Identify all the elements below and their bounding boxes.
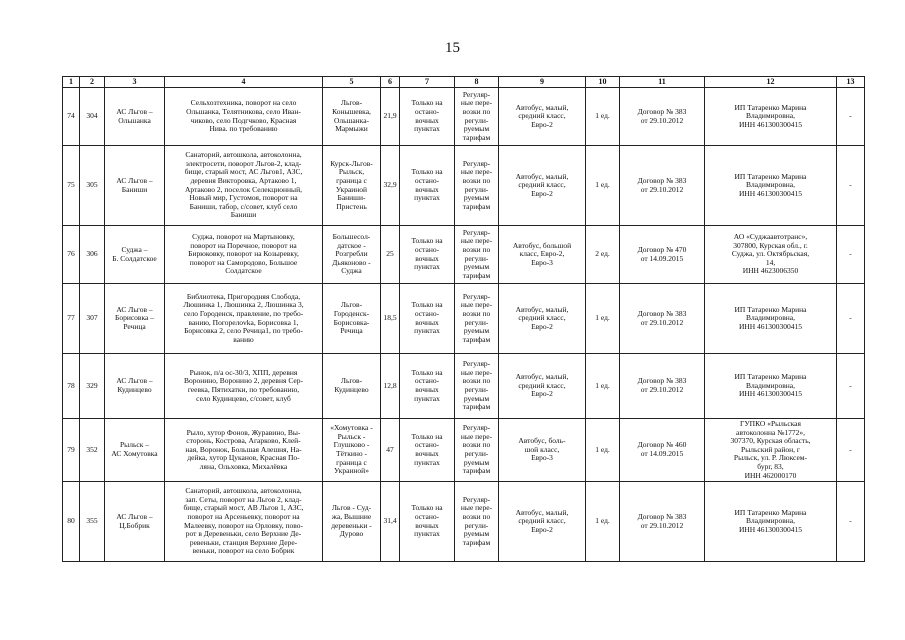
route-number-cell: 355 [80,482,105,562]
route-name-cell: АС Льгов – Ольшанка [105,88,165,146]
route-name-cell: АС Льгов – Кудинцево [105,354,165,419]
column-header-2: 2 [80,77,105,88]
column-header-5: 5 [323,77,381,88]
table-header-row [63,77,865,88]
table-row [63,88,865,146]
vehicle-count-cell: 1 ед. [586,284,620,354]
distance-km-cell: 47 [381,419,400,482]
route-path-cell: Рынок, п/а ос-30/3, ХПП, деревня Воронино, Воронино 2, деревня Сер- геевка, Пятихатки, по требованию, село Кудинцево, с/совет, клуб [165,354,323,419]
distance-km-cell: 21,9 [381,88,400,146]
route-stops-cell: Курск-Льгов- Рыльск, граница с Украиной Баниши- Пристень [323,146,381,226]
table-row [63,284,865,354]
route-name-cell: Рыльск – АС Хомутовка [105,419,165,482]
vehicle-count-cell: 1 ед. [586,419,620,482]
contract-cell: Договор № 383 от 29.10.2012 [620,354,705,419]
vehicle-class-cell: Автобус, малый, средний класс, Евро-2 [499,482,586,562]
row-number-cell: 80 [63,482,80,562]
route-path-cell: Санаторий, автошкола, автоколонна, электросети, поворот Льгов-2, клад- бище, старый мост, АС Льгов1, АЗС, деревня Викторовка, Артаково 1, Артаково 2, поселок Селекционный, Новый мир, Густомоя, поворот на Баниши, табор, с/совет, клуб село Баниши [165,146,323,226]
column-header-10: 10 [586,77,620,88]
tariff-type-cell: Регуляр- ные пере- возки по регули- руемым тарифам [455,146,499,226]
stop-mode-cell: Только на остано- вочных пунктах [400,482,455,562]
column-header-11: 11 [620,77,705,88]
column-header-12: 12 [705,77,837,88]
contract-cell: Договор № 383 от 29.10.2012 [620,482,705,562]
route-stops-cell: Льгов - Суд- жа, Вышние деревеньки - Дурово [323,482,381,562]
route-number-cell: 306 [80,226,105,284]
carrier-cell: ИП Татаренко Марина Владимировна, ИНН 461300300415 [705,284,837,354]
route-stops-cell: Льгов- Конышевка, Ольшанка- Мармыжи [323,88,381,146]
carrier-cell: ГУПКО «Рыльская автоколонна №1772», 307370, Курская область, Рыльский район, г Рыльск, ул. Р. Люксем- бург, 83, ИНН 462000170 [705,419,837,482]
vehicle-count-cell: 1 ед. [586,354,620,419]
row-number-cell: 74 [63,88,80,146]
note-cell: - [837,354,865,419]
carrier-cell: ИП Татаренко Марина Владимировна, ИНН 461300300415 [705,88,837,146]
route-number-cell: 305 [80,146,105,226]
column-header-13: 13 [837,77,865,88]
route-path-cell: Библиотека, Пригородняя Слобода, Люшинка 1, Люшинка 2, Люшинка 3, село Городенск, правление, по требо- ванию, Погорелovka, Борисовка 1, Борисовка 2, село Речица1, по требо- ванию [165,284,323,354]
table-row [63,146,865,226]
route-number-cell: 352 [80,419,105,482]
stop-mode-cell: Только на остано- вочных пунктах [400,284,455,354]
tariff-type-cell: Регуляр- ные пере- возки по регули- руемым тарифам [455,419,499,482]
column-header-7: 7 [400,77,455,88]
table-row [63,226,865,284]
route-path-cell: Санаторий, автошкола, автоколонна, зап. Сеты, поворот на Льгов 2, клад- бище, старый мост, АВ Льгов 1, АЗС, поворот на Арсеньевку, поворот на Малеевку, поворот на Орловку, пово- рот в Деревеньки, село Верхние Де- ревеньки, станция Верхние Дере- веньки, поворот на село Бобрик [165,482,323,562]
stop-mode-cell: Только на остано- вочных пунктах [400,146,455,226]
contract-cell: Договор № 460 от 14.09.2015 [620,419,705,482]
carrier-cell: ИП Татаренко Марина Владимировна, ИНН 461300300415 [705,146,837,226]
tariff-type-cell: Регуляр- ные пере- возки по регули- руемым тарифам [455,88,499,146]
distance-km-cell: 18,5 [381,284,400,354]
page-number: 15 [445,40,460,56]
contract-cell: Договор № 470 от 14.09.2015 [620,226,705,284]
column-header-8: 8 [455,77,499,88]
route-number-cell: 307 [80,284,105,354]
vehicle-class-cell: Автобус, малый, средний класс, Евро-2 [499,284,586,354]
route-name-cell: АС Льгов – Борисовка – Речица [105,284,165,354]
table-row [63,354,865,419]
table-row [63,419,865,482]
vehicle-class-cell: Автобус, малый, средний класс, Евро-2 [499,354,586,419]
route-stops-cell: «Хомутовка - Рыльск - Глушково - Тёткино - граница с Украиной» [323,419,381,482]
column-header-3: 3 [105,77,165,88]
vehicle-class-cell: Автобус, большой класс, Евро-2, Евро-3 [499,226,586,284]
row-number-cell: 78 [63,354,80,419]
route-path-cell: Суджа, поворот на Мартыновку, поворот на Поречное, поворот на Бирюковку, поворот на Козыревку, поворот на Самородово, Большое Солдатское [165,226,323,284]
note-cell: - [837,284,865,354]
vehicle-class-cell: Автобус, боль- шой класс, Евро-3 [499,419,586,482]
tariff-type-cell: Регуляр- ные пере- возки по регули- руемым тарифам [455,354,499,419]
table-row [63,482,865,562]
distance-km-cell: 25 [381,226,400,284]
route-stops-cell: Льгов- Кудинцево [323,354,381,419]
route-number-cell: 304 [80,88,105,146]
tariff-type-cell: Регуляр- ные пере- возки по регули- руемым тарифам [455,284,499,354]
note-cell: - [837,482,865,562]
contract-cell: Договор № 383 от 29.10.2012 [620,146,705,226]
distance-km-cell: 32,9 [381,146,400,226]
vehicle-count-cell: 2 ед. [586,226,620,284]
vehicle-count-cell: 1 ед. [586,146,620,226]
column-header-4: 4 [165,77,323,88]
stop-mode-cell: Только на остано- вочных пунктах [400,226,455,284]
row-number-cell: 77 [63,284,80,354]
row-number-cell: 75 [63,146,80,226]
contract-cell: Договор № 383 от 29.10.2012 [620,284,705,354]
carrier-cell: ИП Татаренко Марина Владимировна, ИНН 461300300415 [705,482,837,562]
row-number-cell: 76 [63,226,80,284]
vehicle-count-cell: 1 ед. [586,482,620,562]
carrier-cell: ИП Татаренко Марина Владимировна, ИНН 461300300415 [705,354,837,419]
column-header-9: 9 [499,77,586,88]
note-cell: - [837,419,865,482]
route-name-cell: Суджа – Б. Солдатское [105,226,165,284]
route-stops-cell: Льгов- Городенск- Борисовка- Речица [323,284,381,354]
carrier-cell: АО «Суджаавтотранс», 307800, Курская обл., г. Суджа, ул. Октябрьская, 14, ИНН 4623006350 [705,226,837,284]
note-cell: - [837,226,865,284]
tariff-type-cell: Регуляр- ные пере- возки по регули- руемым тарифам [455,226,499,284]
route-stops-cell: Большесол- датское - Розгребли Дьяконово - Суджа [323,226,381,284]
distance-km-cell: 12,8 [381,354,400,419]
route-name-cell: АС Льгов – Ц.Бобрик [105,482,165,562]
route-number-cell: 329 [80,354,105,419]
tariff-type-cell: Регуляр- ные пере- возки по регули- руемым тарифам [455,482,499,562]
route-path-cell: Сельхозтехника, поворот на село Ольшанка, Телятникова, село Иван- чиково, село Подгчково, Красная Нива. по требованию [165,88,323,146]
note-cell: - [837,88,865,146]
distance-km-cell: 31,4 [381,482,400,562]
vehicle-class-cell: Автобус, малый, средний класс, Евро-2 [499,146,586,226]
note-cell: - [837,146,865,226]
stop-mode-cell: Только на остано- вочных пунктах [400,88,455,146]
route-path-cell: Рыло, хутор Фонов, Журавино, Вы- сторонь, Кострова, Агарково, Клей- ная, Воронок, Большая Алешня, На- дейка, хутор Цуканов, Красная По- ляна, Ольховка, Михалёвка [165,419,323,482]
routes-table [62,76,865,562]
route-name-cell: АС Льгов – Баниши [105,146,165,226]
contract-cell: Договор № 383 от 29.10.2012 [620,88,705,146]
stop-mode-cell: Только на остано- вочных пунктах [400,419,455,482]
row-number-cell: 79 [63,419,80,482]
column-header-1: 1 [63,77,80,88]
column-header-6: 6 [381,77,400,88]
stop-mode-cell: Только на остано- вочных пунктах [400,354,455,419]
vehicle-class-cell: Автобус, малый, средний класс, Евро-2 [499,88,586,146]
vehicle-count-cell: 1 ед. [586,88,620,146]
